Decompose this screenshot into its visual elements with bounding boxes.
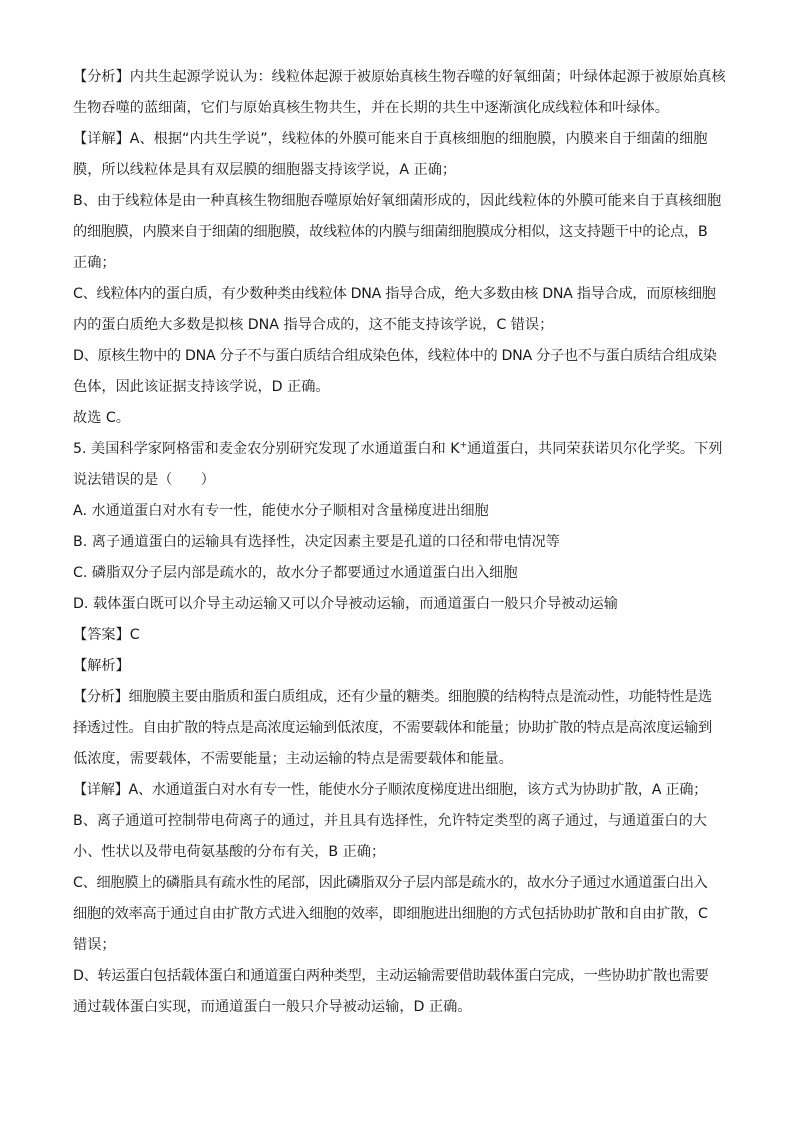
detail-line-6: C、线粒体内的蛋白质，有少数种类由线粒体 DNA 指导合成，绝大多数由核 DNA 指导合成，而原核细胞 [73,286,716,302]
detail-line-4: 的细胞膜，内膜来自于细菌的细胞膜，故线粒体的内膜与细菌细胞膜成分相似，这支持题干中的论点，B [73,224,708,240]
option-c: C. 磷脂双分子层内部是疏水的，故水分子都要通过水通道蛋白出入细胞 [73,565,518,581]
option-a: A. 水通道蛋白对水有专一性，能使水分子顺相对含量梯度进出细胞 [73,503,489,519]
option-b: B. 离子通道蛋白的运输具有选择性，决定因素主要是孔道的口径和带电情况等 [73,534,560,550]
analysis2-line-3: 低浓度，需要载体，不需要能量；主动运输的特点是需要载体和能量。 [73,751,513,767]
detail-line-7: 内的蛋白质绝大多数是拟核 DNA 指导合成的，这不能支持该学说，C 错误； [73,317,554,333]
detail-line-2: 膜，所以线粒体是具有双层膜的细胞器支持该学说，A 正确； [73,162,457,178]
detail2-line-7: D、转运蛋白包括载体蛋白和通道蛋白两种类型，主动运输需要借助载体蛋白完成，一些协助扩散也需要 [73,968,709,984]
option-d: D. 载体蛋白既可以介导主动运输又可以介导被动运输，而通道蛋白一般只介导被动运输 [73,596,618,612]
detail2-line-3: 小、性状以及带电荷氨基酸的分布有关，B 正确； [73,844,386,860]
detail2-line-1: 【详解】A、水通道蛋白对水有专一性，能使水分子顺浓度梯度进出细胞，该方式为协助扩散，A 正确； [73,782,708,798]
question-5-line-1 [73,434,727,465]
detail-line-9: 色体，因此该证据支持该学说，D 正确。 [73,379,330,395]
question-5-text-b: 通道蛋白，共同荣获诺贝尔化学奖。下列 [467,441,723,457]
analysis2-line-1: 【分析】细胞膜主要由脂质和蛋白质组成，还有少量的糖类。细胞膜的结构特点是流动性，功能特性是选 [73,689,712,705]
analysis-line-1: 【分析】内共生起源学说认为：线粒体起源于被原始真核生物吞噬的好氧细菌；叶绿体起源于被原始真核 [73,69,726,85]
question-5-text-a: 5. 美国科学家阿格雷和麦金农分别研究发现了水通道蛋白和 K [73,441,460,457]
detail2-line-2: B、离子通道可控制带电荷离子的通过，并且具有选择性，允许特定类型的离子通过，与通道蛋白的大 [73,813,707,829]
choice-line: 故选 C。 [73,410,130,426]
explanation-heading: 【解析】 [73,658,130,674]
detail-line-3: B、由于线粒体是由一种真核生物细胞吞噬原始好氧细菌形成的，因此线粒体的外膜可能来自于真核细胞 [73,193,722,209]
document-page [73,62,727,1023]
question-5-line-2: 说法错误的是（ ） [73,472,215,488]
detail-line-5: 正确； [73,255,116,271]
analysis2-line-2: 择透过性。自由扩散的特点是高浓度运输到低浓度，不需要载体和能量；协助扩散的特点是高浓度运输到 [73,720,712,736]
detail-line-1: 【详解】A、根据“内共生学说”，线粒体的外膜可能来自于真核细胞的细胞膜，内膜来自于细菌的细胞 [73,131,708,147]
answer-line: 【答案】C [73,627,140,643]
potassium-superscript: + [459,440,468,451]
detail2-line-5: 细胞的效率高于通过自由扩散方式进入细胞的效率，即细胞进出细胞的方式包括协助扩散和自由扩散，C [73,906,708,922]
detail2-line-6: 错误； [73,937,116,953]
detail2-line-4: C、细胞膜上的磷脂具有疏水性的尾部，因此磷脂双分子层内部是疏水的，故水分子通过水通道蛋白出入 [73,875,708,891]
analysis-line-2: 生物吞噬的蓝细菌，它们与原始真核生物共生，并在长期的共生中逐渐演化成线粒体和叶绿体。 [73,100,669,116]
detail2-line-8: 通过载体蛋白实现，而通道蛋白一般只介导被动运输，D 正确。 [73,999,472,1015]
detail-line-8: D、原核生物中的 DNA 分子不与蛋白质结合组成染色体，线粒体中的 DNA 分子也不与蛋白质结合组成染 [73,348,717,364]
